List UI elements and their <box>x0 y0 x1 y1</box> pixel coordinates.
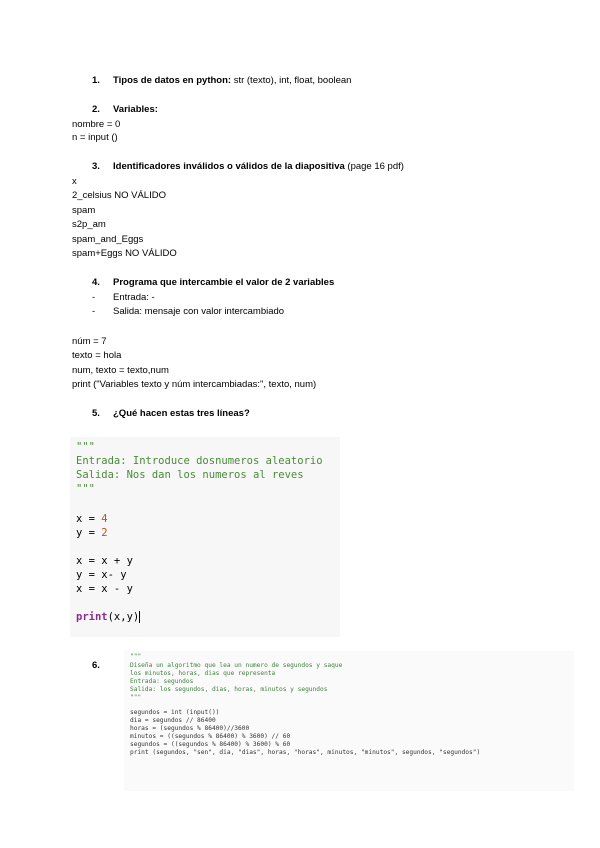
identifier-line: spam+Eggs NO VÁLIDO <box>72 248 177 259</box>
code-line: segundos = ((segundos % 86400) % 3600) % 60 <box>130 741 291 748</box>
item-number-6: 6. <box>92 660 100 671</box>
docstring-open: """ <box>76 441 95 453</box>
identifier-line: x <box>72 176 77 187</box>
docstring-close: """ <box>130 694 142 701</box>
item-1-heading: Tipos de datos en python: <box>113 75 232 86</box>
number-literal: 2 <box>101 527 108 539</box>
identifier-line: spam <box>72 205 96 216</box>
print-args: (x,y) <box>107 611 140 623</box>
item-3-rest: (page 16 pdf) <box>344 161 404 172</box>
item-1-text <box>113 75 351 87</box>
docstring-open: """ <box>130 653 142 660</box>
code-line <box>76 611 140 623</box>
code-line: horas = (segundos % 86400)//3600 <box>130 725 250 732</box>
code-line: dia = segundos // 86400 <box>130 717 216 724</box>
code-line: minutos = ((segundos % 86400) % 3600) // 60 <box>130 733 291 740</box>
code-line: x = x - y <box>76 583 133 595</box>
item-number-4: 4. <box>92 277 100 288</box>
code-line: nombre = 0 <box>72 119 121 130</box>
code-line: num, texto = texto,num <box>72 365 169 376</box>
item-5-heading: ¿Qué hacen estas tres líneas? <box>113 408 250 419</box>
docstring-line: Diseña un algoritmo que lea un numero de segundos y saque <box>130 662 343 669</box>
docstring-line: Salida: los segundos, dias, horas, minutos y segundos <box>130 686 328 693</box>
identifier-line: s2p_am <box>72 219 106 230</box>
item-3-text <box>113 161 404 173</box>
code-line: y = x- y <box>76 569 127 581</box>
item-2-heading: Variables: <box>113 104 158 115</box>
code-screenshot-swap <box>70 437 340 637</box>
docstring-line: Salida: Nos dan los numeros al reves <box>76 469 304 481</box>
item-4-heading: Programa que intercambie el valor de 2 variables <box>113 277 335 288</box>
bullet-item: Salida: mensaje con valor intercambiado <box>113 306 285 317</box>
code-line <box>76 513 108 525</box>
bullet-dash: - <box>92 306 96 317</box>
item-number-3: 3. <box>92 161 100 172</box>
code-line: x = x + y <box>76 555 133 567</box>
number-literal: 4 <box>101 513 108 525</box>
code-line: n = input () <box>72 132 118 143</box>
identifier-line: 2_celsius NO VÁLIDO <box>72 190 166 201</box>
item-number-1: 1. <box>92 75 100 86</box>
bullet-dash: - <box>92 292 96 303</box>
docstring-line: los minutos, horas, dias que representa <box>130 670 276 677</box>
code-line <box>76 527 108 539</box>
item-3-heading: Identificadores inválidos o válidos de la diapositiva <box>113 161 345 172</box>
assign-y: y = <box>76 527 102 539</box>
assign-x: x = <box>76 513 102 525</box>
code-line: texto = hola <box>72 350 122 361</box>
code-line: print ("Variables texto y núm intercambiadas:", texto, num) <box>72 379 317 390</box>
bullet-item: Entrada: - <box>113 292 155 303</box>
item-number-2: 2. <box>92 104 100 115</box>
print-keyword: print <box>76 611 108 623</box>
docstring-line: Entrada: Introduce dosnumeros aleatorio <box>76 455 323 467</box>
docstring-close: """ <box>76 483 95 495</box>
code-screenshot-seconds <box>124 651 574 791</box>
item-number-5: 5. <box>92 408 100 419</box>
code-line: segundos = int (input()) <box>130 709 220 716</box>
code-line: núm = 7 <box>72 336 107 347</box>
item-1-rest: str (texto), int, float, boolean <box>231 75 352 86</box>
identifier-line: spam_and_Eggs <box>72 234 144 245</box>
code-line: print (segundos, "sen", dia, "dias", horas, "horas", minutos, "minutos", segundos, "segundos") <box>130 749 481 756</box>
docstring-line: Entrada: segundos <box>130 678 194 685</box>
